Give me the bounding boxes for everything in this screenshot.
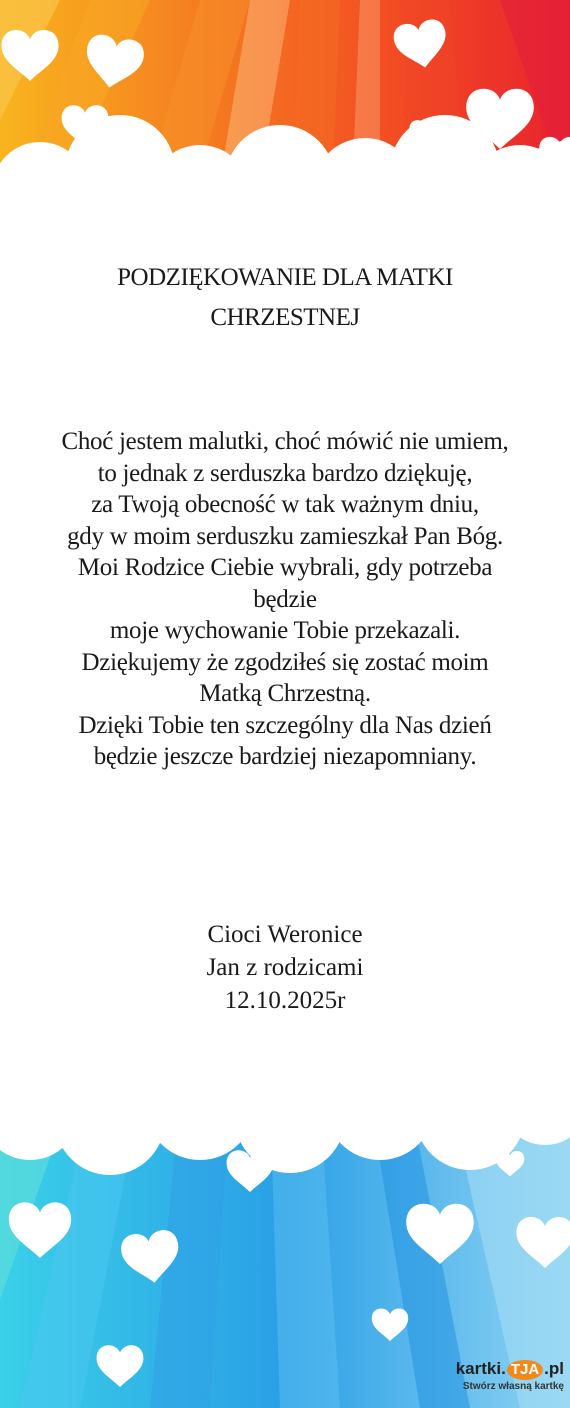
logo-suffix: .pl [544, 1359, 564, 1378]
poem-line: będzie [253, 585, 317, 613]
signature-sender: Jan z rodzicami [206, 954, 364, 981]
signature-recipient: Cioci Weronice [207, 921, 363, 948]
bottom-cloud [0, 1020, 570, 1175]
title-line: CHRZESTNEJ [210, 304, 360, 331]
card-title [20, 258, 550, 338]
logo-tagline: Stwórz własną kartkę [462, 1381, 564, 1392]
poem-line: Dzięki Tobie ten szczególny dla Nas dzień [78, 711, 492, 739]
poem-line: będzie jeszcze bardziej niezapomniany. [93, 743, 477, 770]
poem-line: to jednak z serduszka bardzo dziękuję, [97, 459, 473, 487]
poem-line: Moi Rodzice Ciebie wybrali, gdy potrzeba [77, 554, 493, 581]
poem-line: za Twoją obecność w tak ważnym dniu, [91, 491, 479, 518]
poem-line: gdy w moim serduszku zamieszkał Pan Bóg. [67, 522, 503, 550]
signature-date: 12.10.2025r [224, 987, 346, 1014]
poem-line: Dziękujemy że zgodziłeś się zostać moim [81, 648, 489, 676]
logo-prefix: kartki. [455, 1359, 506, 1378]
logo-mid: TJA [507, 1360, 543, 1380]
card-poem [20, 426, 550, 773]
title-line: PODZIĘKOWANIE DLA MATKI [117, 264, 453, 291]
site-logo[interactable] [436, 1358, 564, 1398]
poem-line: moje wychowanie Tobie przekazali. [109, 617, 461, 644]
card-signature [20, 918, 550, 1017]
logo-brand [436, 1358, 564, 1380]
poem-line: Matką Chrzestną. [199, 680, 371, 707]
poem-line: Choć jestem malutki, choć mówić nie umiem, [61, 428, 509, 455]
